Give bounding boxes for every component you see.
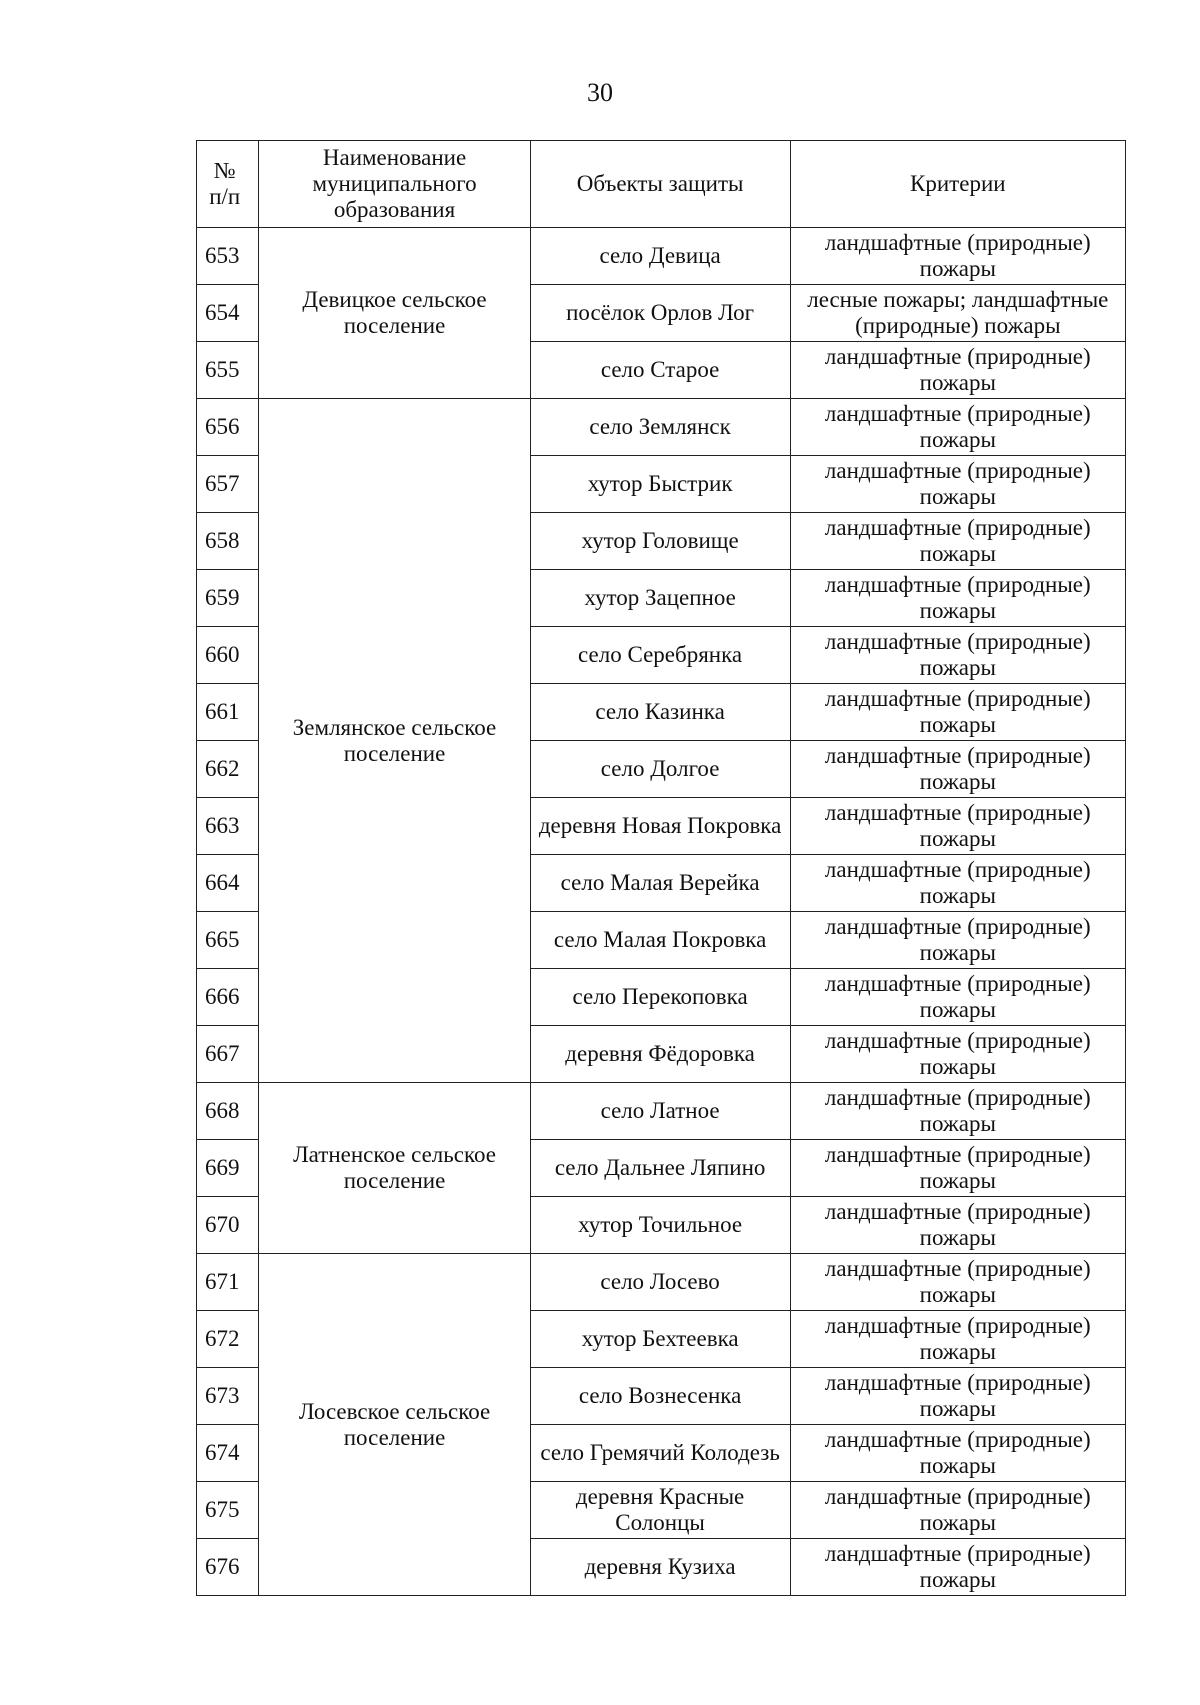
cell-criteria: ландшафтные (природные) пожары xyxy=(790,1539,1125,1596)
cell-criteria: ландшафтные (природные) пожары xyxy=(790,912,1125,969)
cell-num: 662 xyxy=(197,741,259,798)
cell-num: 658 xyxy=(197,513,259,570)
cell-num: 653 xyxy=(197,228,259,285)
cell-object: деревня Кузиха xyxy=(530,1539,790,1596)
cell-num: 675 xyxy=(197,1482,259,1539)
cell-criteria: ландшафтные (природные) пожары xyxy=(790,1482,1125,1539)
cell-num: 669 xyxy=(197,1140,259,1197)
cell-criteria: ландшафтные (природные) пожары xyxy=(790,855,1125,912)
header-criteria: Критерии xyxy=(790,141,1125,228)
cell-criteria: ландшафтные (природные) пожары xyxy=(790,342,1125,399)
cell-num: 661 xyxy=(197,684,259,741)
cell-object: посёлок Орлов Лог xyxy=(530,285,790,342)
cell-criteria: ландшафтные (природные) пожары xyxy=(790,1197,1125,1254)
cell-criteria: лесные пожары; ландшафтные (природные) пожары xyxy=(790,285,1125,342)
header-object: Объекты защиты xyxy=(530,141,790,228)
cell-object: хутор Бехтеевка xyxy=(530,1311,790,1368)
cell-object: село Девица xyxy=(530,228,790,285)
cell-criteria: ландшафтные (природные) пожары xyxy=(790,1140,1125,1197)
cell-criteria: ландшафтные (природные) пожары xyxy=(790,1254,1125,1311)
table-body xyxy=(197,228,1126,1596)
cell-num: 676 xyxy=(197,1539,259,1596)
cell-num: 655 xyxy=(197,342,259,399)
cell-object: хутор Точильное xyxy=(530,1197,790,1254)
cell-num: 659 xyxy=(197,570,259,627)
header-num: № п/п xyxy=(197,141,259,228)
cell-object: хутор Головище xyxy=(530,513,790,570)
cell-num: 673 xyxy=(197,1368,259,1425)
cell-object: село Долгое xyxy=(530,741,790,798)
cell-object: село Серебрянка xyxy=(530,627,790,684)
cell-criteria: ландшафтные (природные) пожары xyxy=(790,741,1125,798)
cell-municipality: Землянское сельское поселение xyxy=(259,399,530,1083)
cell-criteria: ландшафтные (природные) пожары xyxy=(790,228,1125,285)
cell-object: село Вознесенка xyxy=(530,1368,790,1425)
cell-object: деревня Новая Покровка xyxy=(530,798,790,855)
cell-object: хутор Зацепное xyxy=(530,570,790,627)
cell-object: хутор Быстрик xyxy=(530,456,790,513)
cell-num: 668 xyxy=(197,1083,259,1140)
cell-criteria: ландшафтные (природные) пожары xyxy=(790,969,1125,1026)
cell-num: 654 xyxy=(197,285,259,342)
cell-municipality: Лосевское сельское поселение xyxy=(259,1254,530,1596)
cell-object: село Перекоповка xyxy=(530,969,790,1026)
cell-num: 660 xyxy=(197,627,259,684)
cell-num: 665 xyxy=(197,912,259,969)
cell-municipality: Девицкое сельское поселение xyxy=(259,228,530,399)
cell-criteria: ландшафтные (природные) пожары xyxy=(790,513,1125,570)
cell-object: село Казинка xyxy=(530,684,790,741)
cell-criteria: ландшафтные (природные) пожары xyxy=(790,627,1125,684)
cell-num: 666 xyxy=(197,969,259,1026)
table-row xyxy=(197,399,1126,456)
cell-num: 656 xyxy=(197,399,259,456)
cell-criteria: ландшафтные (природные) пожары xyxy=(790,1083,1125,1140)
cell-criteria: ландшафтные (природные) пожары xyxy=(790,1368,1125,1425)
table-row xyxy=(197,1083,1126,1140)
cell-criteria: ландшафтные (природные) пожары xyxy=(790,1311,1125,1368)
cell-num: 670 xyxy=(197,1197,259,1254)
cell-num: 667 xyxy=(197,1026,259,1083)
cell-criteria: ландшафтные (природные) пожары xyxy=(790,684,1125,741)
page-number: 30 xyxy=(587,78,613,107)
cell-object: деревня Фёдоровка xyxy=(530,1026,790,1083)
cell-criteria: ландшафтные (природные) пожары xyxy=(790,399,1125,456)
cell-num: 657 xyxy=(197,456,259,513)
cell-municipality: Латненское сельское поселение xyxy=(259,1083,530,1254)
protection-objects-table xyxy=(196,140,1126,1596)
table-header-row xyxy=(197,141,1126,228)
cell-object: село Лосево xyxy=(530,1254,790,1311)
cell-criteria: ландшафтные (природные) пожары xyxy=(790,456,1125,513)
cell-object: село Гремячий Колодезь xyxy=(530,1425,790,1482)
cell-object: село Латное xyxy=(530,1083,790,1140)
cell-criteria: ландшафтные (природные) пожары xyxy=(790,1425,1125,1482)
cell-object: село Старое xyxy=(530,342,790,399)
cell-object: село Малая Верейка xyxy=(530,855,790,912)
cell-criteria: ландшафтные (природные) пожары xyxy=(790,798,1125,855)
cell-num: 663 xyxy=(197,798,259,855)
cell-num: 664 xyxy=(197,855,259,912)
cell-num: 671 xyxy=(197,1254,259,1311)
cell-object: село Малая Покровка xyxy=(530,912,790,969)
table-row xyxy=(197,1254,1126,1311)
cell-object: село Землянск xyxy=(530,399,790,456)
cell-object: деревня Красные Солонцы xyxy=(530,1482,790,1539)
cell-num: 674 xyxy=(197,1425,259,1482)
cell-object: село Дальнее Ляпино xyxy=(530,1140,790,1197)
header-municipality: Наименование муниципального образования xyxy=(259,141,530,228)
table-row xyxy=(197,228,1126,285)
cell-num: 672 xyxy=(197,1311,259,1368)
cell-criteria: ландшафтные (природные) пожары xyxy=(790,1026,1125,1083)
cell-criteria: ландшафтные (природные) пожары xyxy=(790,570,1125,627)
